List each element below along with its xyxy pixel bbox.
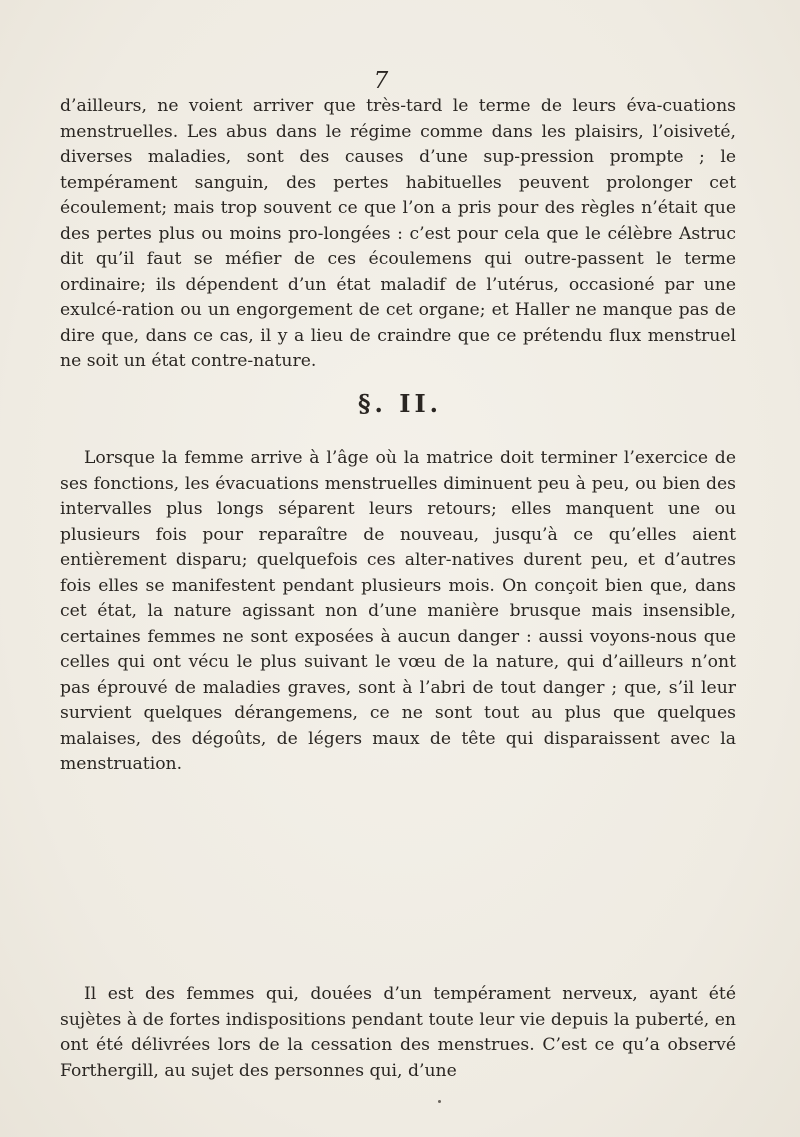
paragraph-text: Lorsque la femme arrive à l’âge où la matrice doit terminer l’exercice de ses fonctions, les évacuations menstruelles diminuent peu à peu, ou bien des intervalles plus longs séparent leurs retours; elles manquent une ou plusieurs fois pour reparaître de nouveau, jusqu’à ce qu’elles aient entièrement disparu; quelquefois ces alter-natives durent peu, et d’autres fois elles se manifestent pendant plusieurs mois. On conçoit bien que, dans cet état, la nature agissant non d’une manière brusque mais insensible, certaines femmes ne sont exposées à aucun danger : aussi voyons-nous que celles qui ont vécu le plus suivant le vœu de la nature, qui d’ailleurs n’ont pas éprouvé de maladies graves, sont à l’abri de tout danger ; que, s’il leur survient quelques dérangemens, ce ne sont tout au plus que quelques malaises, des dégoûts, de légers maux de tête qui disparaissent avec la menstruation. [60,448,736,774]
page-number: 7 [373,68,389,94]
paragraph-continuation [60,94,736,375]
paper-speck [438,1100,441,1103]
paragraph-text: Il est des femmes qui, douées d’un tempérament nerveux, ayant été sujètes à de fortes indispositions pendant toute leur vie depuis la puberté, en ont été délivrées lors de la cessation des menstrues. C’est ce qu’a observé Forthergill, au sujet des personnes qui, d’une [60,984,736,1081]
paragraph-section-3 [60,982,736,1084]
paragraph-text: d’ailleurs, ne voient arriver que très-tard le terme de leurs éva-cuations menstruelles. Les abus dans le régime comme dans les plaisirs, l’oisiveté, diverses maladies, sont des causes d’une sup-pression prompte ; le tempérament sanguin, des pertes habituelles peuvent prolonger cet écoulement; mais trop souvent ce que l’on a pris pour des règles n’était que des pertes plus ou moins pro-longées : c’est pour cela que le célèbre Astruc dit qu’il faut se méfier de ces écoulemens qui outre-passent le terme ordinaire; ils dépendent d’un état maladif de l’utérus, occasioné par une exulcé-ration ou un engorgement de cet organe; et Haller ne manque pas de dire que, dans ce cas, il y a lieu de craindre que ce prétendu flux menstruel ne soit un état contre-nature. [60,96,736,371]
paragraph-section-2 [60,446,736,778]
section-heading: §. II. [357,389,443,418]
